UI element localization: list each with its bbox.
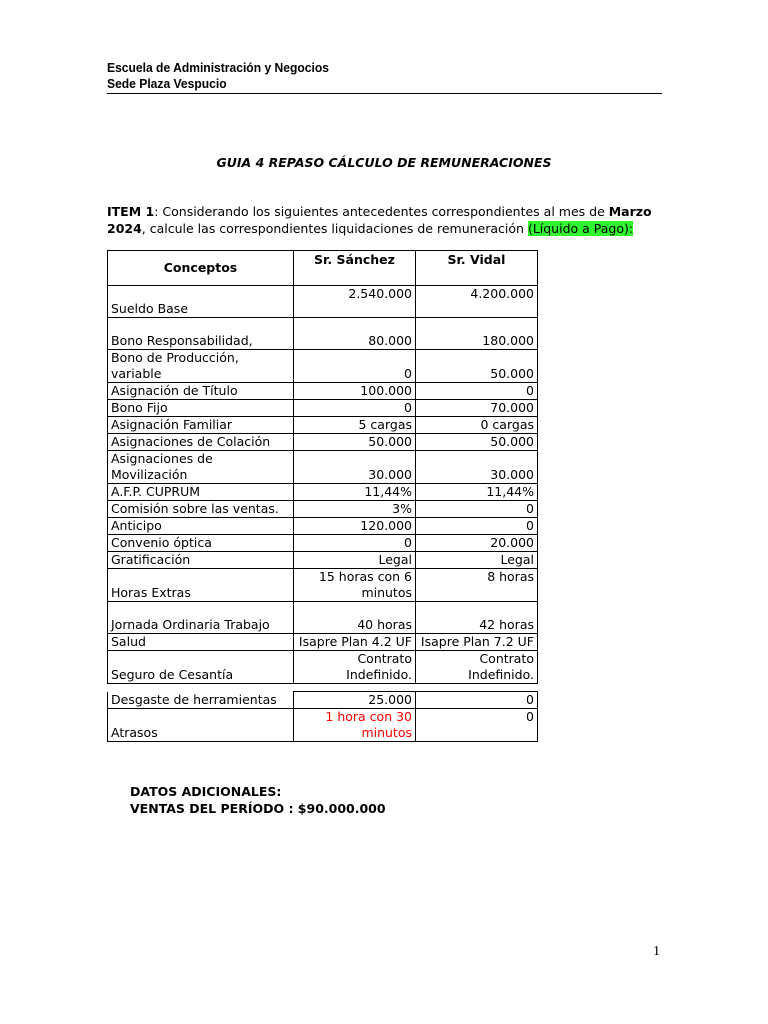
table-row bbox=[108, 400, 538, 417]
table-row bbox=[108, 318, 538, 350]
vidal-cell: 0 bbox=[416, 518, 538, 535]
sanchez-cell: 0 bbox=[294, 400, 416, 417]
concept-cell: A.F.P. CUPRUM bbox=[108, 484, 294, 501]
table-header-row bbox=[108, 251, 538, 286]
vidal-cell: Isapre Plan 7.2 UF bbox=[416, 634, 538, 651]
concept-cell: Gratificación bbox=[108, 552, 294, 569]
concept-cell: Comisión sobre las ventas. bbox=[108, 501, 294, 518]
concept-cell: Bono de Producción, variable bbox=[108, 350, 294, 383]
vidal-cell: 70.000 bbox=[416, 400, 538, 417]
additional-heading: DATOS ADICIONALES: bbox=[130, 784, 282, 799]
table-row bbox=[108, 484, 538, 501]
sanchez-cell: 30.000 bbox=[294, 451, 416, 484]
table-row bbox=[108, 518, 538, 535]
item-intro bbox=[107, 203, 667, 237]
sanchez-cell: 1 hora con 30 minutos bbox=[294, 709, 416, 742]
table-gap-row bbox=[108, 684, 538, 692]
table-row bbox=[108, 286, 538, 318]
vidal-cell: 0 bbox=[416, 692, 538, 709]
vidal-cell: 0 bbox=[416, 383, 538, 400]
vidal-cell: 11,44% bbox=[416, 484, 538, 501]
concept-cell: Seguro de Cesantía bbox=[108, 651, 294, 684]
table-row bbox=[108, 709, 538, 742]
sanchez-cell: Contrato Indefinido. bbox=[294, 651, 416, 684]
concept-cell: Anticipo bbox=[108, 518, 294, 535]
vidal-cell: 0 cargas bbox=[416, 417, 538, 434]
concept-cell: Desgaste de herramientas bbox=[108, 692, 294, 709]
sanchez-cell: Isapre Plan 4.2 UF bbox=[294, 634, 416, 651]
campus-name: Sede Plaza Vespucio bbox=[107, 76, 227, 91]
sanchez-cell: 15 horas con 6 minutos bbox=[294, 569, 416, 602]
sanchez-cell: 80.000 bbox=[294, 318, 416, 350]
sanchez-cell: 120.000 bbox=[294, 518, 416, 535]
concept-cell: Bono Fijo bbox=[108, 400, 294, 417]
vidal-cell: 42 horas bbox=[416, 602, 538, 634]
table-row bbox=[108, 651, 538, 684]
table-row bbox=[108, 552, 538, 569]
vidal-cell: 0 bbox=[416, 709, 538, 742]
page-number: 1 bbox=[653, 944, 660, 959]
table-row bbox=[108, 634, 538, 651]
table-row bbox=[108, 535, 538, 552]
vidal-cell: 50.000 bbox=[416, 434, 538, 451]
vidal-cell: 4.200.000 bbox=[416, 286, 538, 318]
sanchez-cell: 2.540.000 bbox=[294, 286, 416, 318]
vidal-cell: 180.000 bbox=[416, 318, 538, 350]
concept-cell: Asignaciones de Movilización bbox=[108, 451, 294, 484]
table-row bbox=[108, 417, 538, 434]
table-row bbox=[108, 434, 538, 451]
sanchez-cell: 100.000 bbox=[294, 383, 416, 400]
sanchez-cell: Legal bbox=[294, 552, 416, 569]
sanchez-cell: 0 bbox=[294, 350, 416, 383]
header-sanchez: Sr. Sánchez bbox=[294, 251, 416, 286]
vidal-cell: 20.000 bbox=[416, 535, 538, 552]
header-vidal: Sr. Vidal bbox=[416, 251, 538, 286]
salary-data-table bbox=[107, 250, 538, 742]
school-name: Escuela de Administración y Negocios bbox=[107, 60, 329, 75]
header-concepts: Conceptos bbox=[108, 251, 294, 286]
table-row bbox=[108, 692, 538, 709]
document-header bbox=[107, 60, 662, 94]
concept-cell: Asignación de Título bbox=[108, 383, 294, 400]
concept-cell: Jornada Ordinaria Trabajo bbox=[108, 602, 294, 634]
month-year: Marzo 2024 bbox=[107, 204, 652, 236]
sanchez-cell: 0 bbox=[294, 535, 416, 552]
highlighted-text: (Líquido a Pago): bbox=[527, 221, 634, 236]
concept-cell: Bono Responsabilidad, bbox=[108, 318, 294, 350]
sanchez-cell: 5 cargas bbox=[294, 417, 416, 434]
concept-cell: Atrasos bbox=[108, 709, 294, 742]
vidal-cell: 0 bbox=[416, 501, 538, 518]
table-row bbox=[108, 602, 538, 634]
table-row bbox=[108, 569, 538, 602]
period-sales: VENTAS DEL PERÍODO : $90.000.000 bbox=[130, 801, 386, 816]
vidal-cell: 50.000 bbox=[416, 350, 538, 383]
concept-cell: Convenio óptica bbox=[108, 535, 294, 552]
concept-cell: Salud bbox=[108, 634, 294, 651]
concept-cell: Asignaciones de Colación bbox=[108, 434, 294, 451]
document-title: GUIA 4 REPASO CÁLCULO DE REMUNERACIONES bbox=[216, 155, 552, 170]
sanchez-cell: 50.000 bbox=[294, 434, 416, 451]
table-row bbox=[108, 350, 538, 383]
table-row bbox=[108, 501, 538, 518]
vidal-cell: Legal bbox=[416, 552, 538, 569]
concept-cell: Sueldo Base bbox=[108, 286, 294, 318]
vidal-cell: Contrato Indefinido. bbox=[416, 651, 538, 684]
sanchez-cell: 40 horas bbox=[294, 602, 416, 634]
table-row bbox=[108, 451, 538, 484]
concept-cell: Horas Extras bbox=[108, 569, 294, 602]
vidal-cell: 8 horas bbox=[416, 569, 538, 602]
intro-text-1: : Considerando los siguientes antecedentes correspondientes al mes de bbox=[154, 204, 609, 219]
table-row bbox=[108, 383, 538, 400]
sanchez-cell: 11,44% bbox=[294, 484, 416, 501]
concept-cell: Asignación Familiar bbox=[108, 417, 294, 434]
intro-text-2: , calcule las correspondientes liquidaciones de remuneración bbox=[141, 221, 528, 236]
sanchez-cell: 25.000 bbox=[294, 692, 416, 709]
item-label: ITEM 1 bbox=[107, 204, 155, 219]
sanchez-cell: 3% bbox=[294, 501, 416, 518]
additional-data bbox=[130, 783, 386, 817]
vidal-cell: 30.000 bbox=[416, 451, 538, 484]
